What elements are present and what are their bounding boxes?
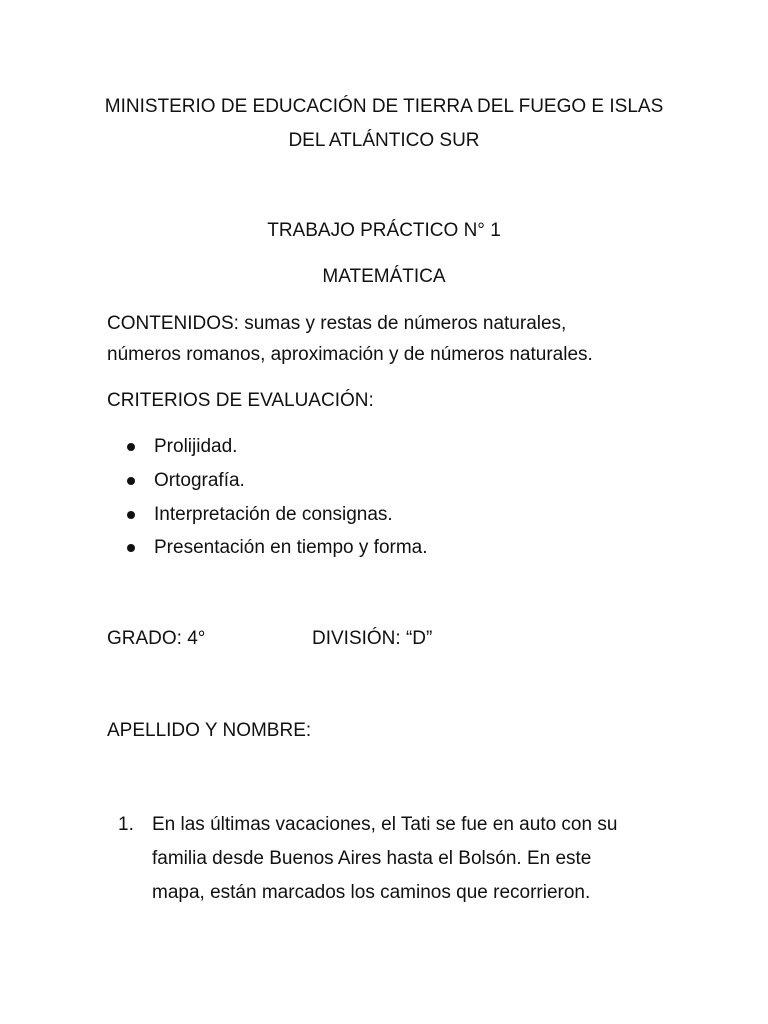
- contents-line-1: CONTENIDOS: sumas y restas de números naturales,: [107, 313, 567, 334]
- bullet-icon: [127, 544, 135, 552]
- criteria-list-item: [127, 502, 393, 528]
- bullet-icon: [127, 477, 135, 485]
- criteria-item-label: Prolijidad.: [154, 436, 238, 457]
- grade-label: GRADO: 4°: [107, 628, 206, 649]
- criteria-item-label: Presentación en tiempo y forma.: [154, 537, 428, 558]
- criteria-list-item: [127, 468, 245, 494]
- exercise-number: 1.: [118, 814, 134, 835]
- assignment-title: TRABAJO PRÁCTICO N° 1: [267, 220, 501, 241]
- criteria-item-label: Ortografía.: [154, 470, 245, 491]
- subject-title: MATEMÁTICA: [322, 266, 446, 287]
- ministry-title-line-1: MINISTERIO DE EDUCACIÓN DE TIERRA DEL FUEGO E ISLAS: [104, 96, 664, 117]
- bullet-icon: [127, 511, 135, 519]
- criteria-item-label: Interpretación de consignas.: [154, 504, 393, 525]
- ministry-title-line-2: DEL ATLÁNTICO SUR: [288, 130, 480, 151]
- criteria-list-item: [127, 434, 237, 460]
- criteria-heading: CRITERIOS DE EVALUACIÓN:: [107, 390, 374, 411]
- exercise-line: mapa, están marcados los caminos que recorrieron.: [152, 882, 591, 903]
- exercise-text: [152, 808, 672, 910]
- student-name-label: APELLIDO Y NOMBRE:: [107, 720, 312, 741]
- exercise-line: En las últimas vacaciones, el Tati se fue en auto con su: [152, 814, 618, 835]
- bullet-icon: [127, 443, 135, 451]
- division-label: DIVISIÓN: “D”: [312, 628, 433, 649]
- criteria-list-item: [127, 535, 428, 561]
- contents-line-2: números romanos, aproximación y de números naturales.: [107, 344, 593, 365]
- exercise-line: familia desde Buenos Aires hasta el Bolsón. En este: [152, 848, 592, 869]
- exercise-1: [118, 808, 672, 910]
